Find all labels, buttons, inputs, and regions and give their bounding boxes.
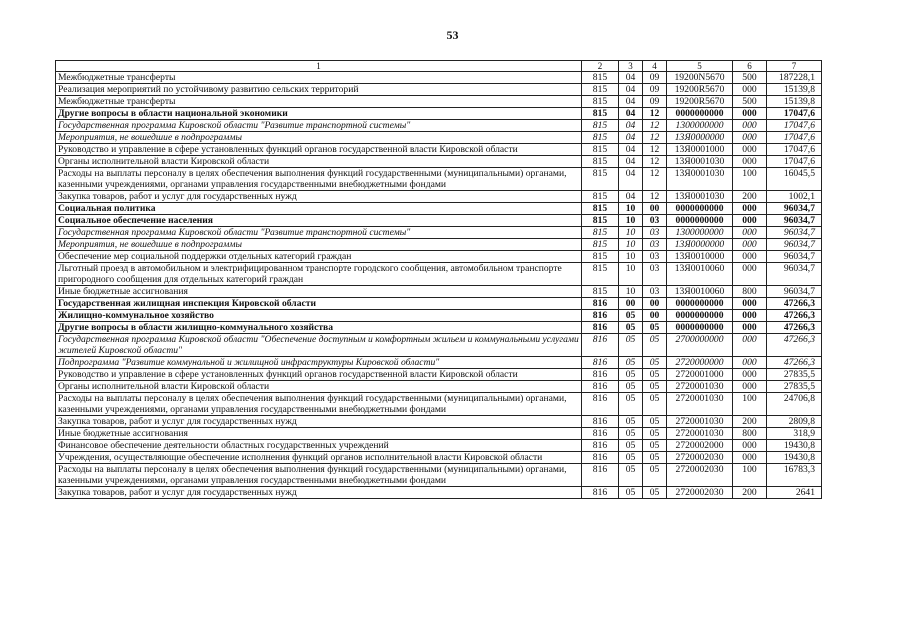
header-row — [56, 61, 822, 72]
cell-ministry-code: 815 — [582, 108, 619, 120]
cell-amount: 96034,7 — [767, 239, 822, 251]
cell-subsection: 05 — [643, 357, 667, 369]
cell-expense-type: 800 — [733, 428, 767, 440]
cell-expense-type: 000 — [733, 334, 767, 357]
cell-section: 05 — [619, 416, 643, 428]
cell-target-article: 2720002000 — [667, 440, 733, 452]
cell-section: 04 — [619, 156, 643, 168]
cell-target-article: 2700000000 — [667, 334, 733, 357]
cell-amount: 27835,5 — [767, 381, 822, 393]
cell-expense-type: 000 — [733, 322, 767, 334]
cell-ministry-code: 815 — [582, 191, 619, 203]
cell-name: Другие вопросы в области жилищно-коммунального хозяйства — [56, 322, 582, 334]
table-row — [56, 72, 822, 84]
cell-target-article: 2720001030 — [667, 393, 733, 416]
cell-section: 00 — [619, 298, 643, 310]
cell-subsection: 12 — [643, 144, 667, 156]
cell-expense-type: 000 — [733, 215, 767, 227]
table-row — [56, 286, 822, 298]
cell-amount: 318,9 — [767, 428, 822, 440]
cell-amount: 2641 — [767, 487, 822, 499]
table-row — [56, 168, 822, 191]
cell-target-article: 2720002030 — [667, 464, 733, 487]
cell-subsection: 03 — [643, 227, 667, 239]
cell-name: Другие вопросы в области национальной экономики — [56, 108, 582, 120]
cell-expense-type: 000 — [733, 369, 767, 381]
cell-ministry-code: 815 — [582, 251, 619, 263]
cell-target-article: 0000000000 — [667, 215, 733, 227]
table-row — [56, 428, 822, 440]
table-row — [56, 215, 822, 227]
cell-subsection: 03 — [643, 286, 667, 298]
cell-amount: 16783,3 — [767, 464, 822, 487]
cell-amount: 96034,7 — [767, 251, 822, 263]
cell-subsection: 12 — [643, 120, 667, 132]
cell-expense-type: 000 — [733, 381, 767, 393]
cell-ministry-code: 816 — [582, 310, 619, 322]
cell-name: Социальное обеспечение населения — [56, 215, 582, 227]
cell-amount: 17047,6 — [767, 108, 822, 120]
cell-section: 05 — [619, 357, 643, 369]
cell-ministry-code: 816 — [582, 487, 619, 499]
cell-target-article: 19200R5670 — [667, 96, 733, 108]
table-row — [56, 464, 822, 487]
table-row — [56, 298, 822, 310]
cell-name: Расходы на выплаты персоналу в целях обеспечения выполнения функций государственными (муниципальными) органами, казенными учреждениями, органами управления государственными внебюджетными фондами — [56, 464, 582, 487]
cell-target-article: 2720001030 — [667, 381, 733, 393]
cell-amount: 15139,8 — [767, 96, 822, 108]
cell-section: 05 — [619, 428, 643, 440]
cell-ministry-code: 816 — [582, 298, 619, 310]
cell-target-article: 13Я0010000 — [667, 251, 733, 263]
cell-target-article: 2720001030 — [667, 428, 733, 440]
cell-expense-type: 000 — [733, 452, 767, 464]
cell-section: 10 — [619, 239, 643, 251]
table-row — [56, 156, 822, 168]
table-row — [56, 251, 822, 263]
cell-expense-type: 000 — [733, 203, 767, 215]
cell-section: 10 — [619, 203, 643, 215]
cell-subsection: 05 — [643, 369, 667, 381]
cell-name: Жилищно-коммунальное хозяйство — [56, 310, 582, 322]
cell-expense-type: 200 — [733, 191, 767, 203]
cell-section: 04 — [619, 132, 643, 144]
page-number: 53 — [446, 28, 459, 42]
cell-target-article: 2720002030 — [667, 452, 733, 464]
table-row — [56, 452, 822, 464]
cell-section: 05 — [619, 487, 643, 499]
cell-amount: 2809,8 — [767, 416, 822, 428]
cell-expense-type: 100 — [733, 393, 767, 416]
table-body — [56, 72, 822, 499]
cell-amount: 1002,1 — [767, 191, 822, 203]
cell-subsection: 05 — [643, 334, 667, 357]
cell-section: 10 — [619, 286, 643, 298]
cell-expense-type: 000 — [733, 251, 767, 263]
cell-target-article: 1300000000 — [667, 120, 733, 132]
cell-name: Расходы на выплаты персоналу в целях обеспечения выполнения функций государственными (муниципальными) органами, казенными учреждениями, органами управления государственными внебюджетными фондами — [56, 393, 582, 416]
cell-expense-type: 000 — [733, 310, 767, 322]
cell-target-article: 13Я0001030 — [667, 191, 733, 203]
cell-expense-type: 000 — [733, 156, 767, 168]
header-cell-7: 7 — [767, 61, 822, 72]
cell-subsection: 09 — [643, 96, 667, 108]
cell-expense-type: 100 — [733, 168, 767, 191]
cell-expense-type: 000 — [733, 263, 767, 286]
cell-subsection: 12 — [643, 168, 667, 191]
cell-name: Органы исполнительной власти Кировской области — [56, 381, 582, 393]
cell-section: 10 — [619, 215, 643, 227]
table-row — [56, 191, 822, 203]
table-row — [56, 227, 822, 239]
cell-amount: 17047,6 — [767, 132, 822, 144]
cell-ministry-code: 816 — [582, 464, 619, 487]
cell-amount: 19430,8 — [767, 440, 822, 452]
cell-target-article: 13Я0010060 — [667, 286, 733, 298]
cell-section: 04 — [619, 84, 643, 96]
cell-name: Государственная программа Кировской области "Обеспечение доступным и комфортным жильем и коммунальными услугами жителей Кировской области" — [56, 334, 582, 357]
cell-ministry-code: 816 — [582, 369, 619, 381]
cell-expense-type: 000 — [733, 227, 767, 239]
cell-ministry-code: 816 — [582, 322, 619, 334]
cell-name: Закупка товаров, работ и услуг для государственных нужд — [56, 487, 582, 499]
cell-amount: 47266,3 — [767, 357, 822, 369]
cell-target-article: 2720001000 — [667, 369, 733, 381]
table-row — [56, 120, 822, 132]
cell-ministry-code: 815 — [582, 156, 619, 168]
cell-target-article: 0000000000 — [667, 203, 733, 215]
cell-name: Руководство и управление в сфере установленных функций органов государственной власти Кировской области — [56, 144, 582, 156]
cell-ministry-code: 816 — [582, 440, 619, 452]
cell-section: 05 — [619, 310, 643, 322]
budget-table — [55, 60, 822, 499]
cell-amount: 17047,6 — [767, 144, 822, 156]
cell-ministry-code: 815 — [582, 227, 619, 239]
cell-name: Реализация мероприятий по устойчивому развитию сельских территорий — [56, 84, 582, 96]
header-cell-6: 6 — [733, 61, 767, 72]
cell-name: Государственная жилищная инспекция Кировской области — [56, 298, 582, 310]
cell-ministry-code: 816 — [582, 428, 619, 440]
cell-expense-type: 200 — [733, 487, 767, 499]
cell-name: Мероприятия, не вошедшие в подпрограммы — [56, 132, 582, 144]
cell-amount: 187228,1 — [767, 72, 822, 84]
table-row — [56, 310, 822, 322]
cell-name: Финансовое обеспечение деятельности областных государственных учреждений — [56, 440, 582, 452]
cell-expense-type: 000 — [733, 108, 767, 120]
cell-name: Иные бюджетные ассигнования — [56, 286, 582, 298]
cell-name: Межбюджетные трансферты — [56, 96, 582, 108]
cell-subsection: 05 — [643, 322, 667, 334]
header-cell-3: 3 — [619, 61, 643, 72]
cell-name: Учреждения, осуществляющие обеспечение исполнения функций органов исполнительной власти Кировской области — [56, 452, 582, 464]
cell-subsection: 05 — [643, 487, 667, 499]
table-row — [56, 357, 822, 369]
cell-section: 04 — [619, 72, 643, 84]
table-row — [56, 369, 822, 381]
cell-subsection: 12 — [643, 132, 667, 144]
cell-ministry-code: 816 — [582, 381, 619, 393]
cell-expense-type: 100 — [733, 464, 767, 487]
cell-expense-type: 000 — [733, 84, 767, 96]
cell-section: 05 — [619, 464, 643, 487]
cell-target-article: 13Я0001000 — [667, 144, 733, 156]
cell-name: Подпрограмма "Развитие коммунальной и жилищной инфраструктуры Кировской области" — [56, 357, 582, 369]
cell-section: 05 — [619, 393, 643, 416]
cell-subsection: 05 — [643, 440, 667, 452]
cell-subsection: 05 — [643, 393, 667, 416]
cell-target-article: 13Я0001030 — [667, 168, 733, 191]
table-row — [56, 239, 822, 251]
cell-ministry-code: 815 — [582, 72, 619, 84]
table-row — [56, 334, 822, 357]
cell-amount: 96034,7 — [767, 227, 822, 239]
cell-section: 05 — [619, 452, 643, 464]
cell-expense-type: 200 — [733, 416, 767, 428]
cell-subsection: 03 — [643, 263, 667, 286]
cell-subsection: 12 — [643, 191, 667, 203]
cell-expense-type: 000 — [733, 239, 767, 251]
cell-target-article: 19200N5670 — [667, 72, 733, 84]
cell-target-article: 13Я0000000 — [667, 132, 733, 144]
cell-ministry-code: 816 — [582, 393, 619, 416]
header-cell-4: 4 — [643, 61, 667, 72]
cell-ministry-code: 816 — [582, 452, 619, 464]
cell-amount: 96034,7 — [767, 203, 822, 215]
cell-target-article: 13Я0000000 — [667, 239, 733, 251]
cell-section: 10 — [619, 263, 643, 286]
cell-subsection: 12 — [643, 108, 667, 120]
cell-target-article: 13Я0001030 — [667, 156, 733, 168]
cell-subsection: 05 — [643, 381, 667, 393]
cell-expense-type: 500 — [733, 96, 767, 108]
cell-target-article: 0000000000 — [667, 298, 733, 310]
cell-subsection: 05 — [643, 464, 667, 487]
cell-name: Руководство и управление в сфере установленных функций органов государственной власти Кировской области — [56, 369, 582, 381]
cell-ministry-code: 816 — [582, 357, 619, 369]
header-cell-1: 1 — [56, 61, 582, 72]
cell-expense-type: 000 — [733, 132, 767, 144]
cell-section: 04 — [619, 191, 643, 203]
cell-ministry-code: 815 — [582, 96, 619, 108]
table-row — [56, 416, 822, 428]
cell-name: Социальная политика — [56, 203, 582, 215]
cell-subsection: 00 — [643, 310, 667, 322]
cell-name: Льготный проезд в автомобильном и электрифицированном транспорте городского сообщения, автомобильном транспорте пригородного сообщения для отдельных категорий граждан — [56, 263, 582, 286]
cell-amount: 96034,7 — [767, 286, 822, 298]
cell-ministry-code: 816 — [582, 334, 619, 357]
cell-amount: 47266,3 — [767, 322, 822, 334]
cell-target-article: 2720002030 — [667, 487, 733, 499]
cell-subsection: 12 — [643, 156, 667, 168]
cell-target-article: 19200R5670 — [667, 84, 733, 96]
cell-target-article: 2720000000 — [667, 357, 733, 369]
cell-subsection: 00 — [643, 298, 667, 310]
cell-name: Государственная программа Кировской области "Развитие транспортной системы" — [56, 227, 582, 239]
cell-ministry-code: 815 — [582, 168, 619, 191]
cell-amount: 15139,8 — [767, 84, 822, 96]
cell-subsection: 09 — [643, 72, 667, 84]
cell-ministry-code: 815 — [582, 215, 619, 227]
cell-ministry-code: 815 — [582, 203, 619, 215]
header-cell-5: 5 — [667, 61, 733, 72]
header-cell-2: 2 — [582, 61, 619, 72]
table-row — [56, 263, 822, 286]
cell-section: 04 — [619, 108, 643, 120]
cell-section: 05 — [619, 381, 643, 393]
cell-target-article: 1300000000 — [667, 227, 733, 239]
cell-target-article: 2720001030 — [667, 416, 733, 428]
cell-amount: 19430,8 — [767, 452, 822, 464]
cell-section: 10 — [619, 251, 643, 263]
cell-expense-type: 000 — [733, 357, 767, 369]
cell-subsection: 05 — [643, 416, 667, 428]
cell-section: 04 — [619, 168, 643, 191]
cell-name: Межбюджетные трансферты — [56, 72, 582, 84]
table-row — [56, 96, 822, 108]
cell-section: 04 — [619, 96, 643, 108]
cell-name: Мероприятия, не вошедшие в подпрограммы — [56, 239, 582, 251]
cell-subsection: 03 — [643, 251, 667, 263]
cell-subsection: 09 — [643, 84, 667, 96]
cell-amount: 47266,3 — [767, 310, 822, 322]
cell-expense-type: 500 — [733, 72, 767, 84]
table-row — [56, 84, 822, 96]
cell-target-article: 0000000000 — [667, 310, 733, 322]
cell-subsection: 03 — [643, 239, 667, 251]
cell-ministry-code: 815 — [582, 120, 619, 132]
table-row — [56, 203, 822, 215]
cell-subsection: 05 — [643, 428, 667, 440]
cell-expense-type: 000 — [733, 144, 767, 156]
cell-section: 04 — [619, 120, 643, 132]
cell-amount: 47266,3 — [767, 334, 822, 357]
table-row — [56, 440, 822, 452]
cell-name: Обеспечение мер социальной поддержки отдельных категорий граждан — [56, 251, 582, 263]
table-row — [56, 144, 822, 156]
cell-section: 05 — [619, 440, 643, 452]
cell-expense-type: 000 — [733, 298, 767, 310]
table-row — [56, 393, 822, 416]
table-header — [56, 61, 822, 72]
cell-ministry-code: 815 — [582, 84, 619, 96]
cell-amount: 96034,7 — [767, 215, 822, 227]
cell-expense-type: 000 — [733, 120, 767, 132]
cell-name: Государственная программа Кировской области "Развитие транспортной системы" — [56, 120, 582, 132]
table-row — [56, 322, 822, 334]
table-row — [56, 132, 822, 144]
cell-section: 04 — [619, 144, 643, 156]
cell-section: 05 — [619, 369, 643, 381]
cell-ministry-code: 815 — [582, 239, 619, 251]
cell-expense-type: 000 — [733, 440, 767, 452]
cell-name: Органы исполнительной власти Кировской области — [56, 156, 582, 168]
cell-section: 05 — [619, 322, 643, 334]
cell-amount: 96034,7 — [767, 263, 822, 286]
cell-ministry-code: 815 — [582, 263, 619, 286]
cell-expense-type: 800 — [733, 286, 767, 298]
cell-amount: 47266,3 — [767, 298, 822, 310]
cell-name: Иные бюджетные ассигнования — [56, 428, 582, 440]
cell-subsection: 03 — [643, 215, 667, 227]
cell-name: Расходы на выплаты персоналу в целях обеспечения выполнения функций государственными (муниципальными) органами, казенными учреждениями, органами управления государственными внебюджетными фондами — [56, 168, 582, 191]
cell-ministry-code: 815 — [582, 144, 619, 156]
cell-ministry-code: 815 — [582, 132, 619, 144]
cell-target-article: 0000000000 — [667, 322, 733, 334]
cell-amount: 17047,6 — [767, 156, 822, 168]
table-row — [56, 381, 822, 393]
cell-subsection: 00 — [643, 203, 667, 215]
cell-ministry-code: 816 — [582, 416, 619, 428]
cell-name: Закупка товаров, работ и услуг для государственных нужд — [56, 416, 582, 428]
cell-name: Закупка товаров, работ и услуг для государственных нужд — [56, 191, 582, 203]
cell-amount: 16045,5 — [767, 168, 822, 191]
cell-amount: 17047,6 — [767, 120, 822, 132]
cell-target-article: 0000000000 — [667, 108, 733, 120]
table-row — [56, 487, 822, 499]
cell-section: 10 — [619, 227, 643, 239]
cell-target-article: 13Я0010060 — [667, 263, 733, 286]
cell-ministry-code: 815 — [582, 286, 619, 298]
cell-section: 05 — [619, 334, 643, 357]
cell-amount: 24706,8 — [767, 393, 822, 416]
cell-amount: 27835,5 — [767, 369, 822, 381]
table-row — [56, 108, 822, 120]
cell-subsection: 05 — [643, 452, 667, 464]
